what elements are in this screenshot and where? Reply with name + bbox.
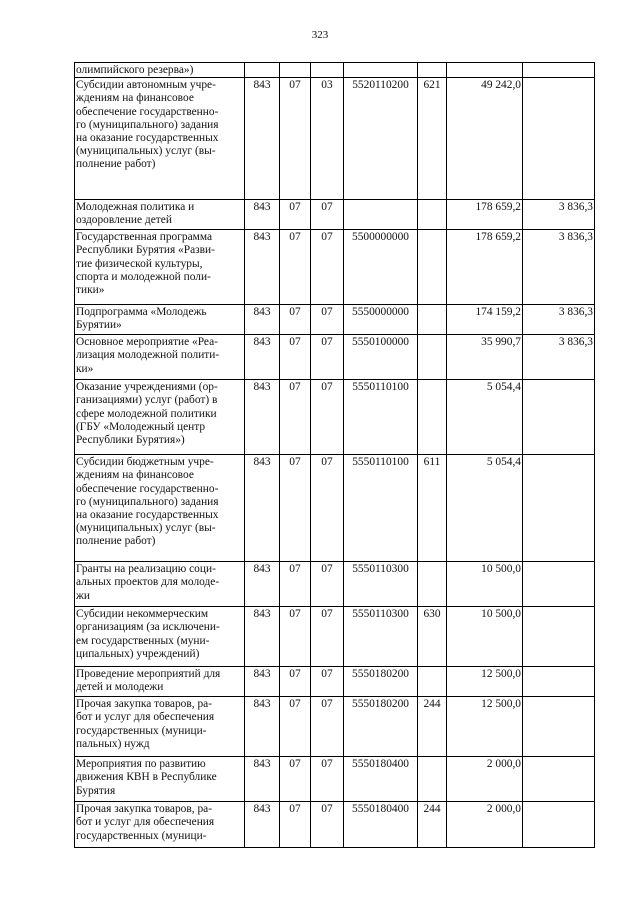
amount-cell: 178 659,2 [447,200,523,230]
ministry-code-cell [245,63,280,78]
federal-amount-cell [523,78,595,200]
target-article-cell: 5550000000 [344,305,418,335]
item-name-cell: Прочая закупка товаров, ра- бот и услуг для обеспечения государственных (муници- [75,802,245,848]
ministry-code-cell: 843 [245,78,280,200]
table-row [75,305,595,335]
target-article-cell: 5550100000 [344,335,418,380]
subsection-code-cell: 07 [311,455,344,562]
amount-cell: 12 500,0 [447,697,523,757]
page-number: 323 [311,29,329,41]
subsection-code-cell: 07 [311,607,344,667]
expense-type-cell: 621 [418,78,447,200]
subsection-code-cell: 07 [311,757,344,802]
target-article-cell: 5550180400 [344,757,418,802]
section-code-cell: 07 [280,78,311,200]
amount-cell: 2 000,0 [447,802,523,848]
section-code-cell: 07 [280,305,311,335]
federal-amount-cell [523,802,595,848]
table-row [75,802,595,848]
ministry-code-cell: 843 [245,607,280,667]
federal-amount-cell: 3 836,3 [523,305,595,335]
item-name-cell: Субсидии автономным учре- ждениям на финансовое обеспечение государственно- го (муниципального) задания на оказание государственных (муниципальных) услуг (вы- полнение работ) [75,78,245,200]
expense-type-cell [418,667,447,697]
amount-cell: 10 500,0 [447,607,523,667]
ministry-code-cell: 843 [245,757,280,802]
expense-type-cell [418,63,447,78]
ministry-code-cell: 843 [245,455,280,562]
expense-type-cell [418,305,447,335]
federal-amount-cell [523,607,595,667]
item-name-cell: Оказание учреждениями (ор- ганизациями) услуг (работ) в сфере молодежной политики (ГБУ «Молодежный центр Республики Бурятия») [75,380,245,455]
item-name-cell: олимпийского резерва») [75,63,245,78]
section-code-cell: 07 [280,697,311,757]
target-article-cell: 5550110100 [344,455,418,562]
target-article-cell: 5550110300 [344,562,418,607]
expense-type-cell [418,200,447,230]
table-row [75,697,595,757]
expense-type-cell [418,562,447,607]
amount-cell: 5 054,4 [447,380,523,455]
subsection-code-cell: 07 [311,667,344,697]
item-name-cell: Субсидии бюджетным учре- ждениям на финансовое обеспечение государственно- го (муниципального) задания на оказание государственных (муниципальных) услуг (вы- полнение работ) [75,455,245,562]
table-row [75,335,595,380]
expense-type-cell: 244 [418,697,447,757]
federal-amount-cell [523,562,595,607]
amount-cell: 10 500,0 [447,562,523,607]
section-code-cell: 07 [280,335,311,380]
amount-cell: 49 242,0 [447,78,523,200]
ministry-code-cell: 843 [245,380,280,455]
ministry-code-cell: 843 [245,802,280,848]
table-row [75,607,595,667]
target-article-cell: 5550180200 [344,667,418,697]
table-row [75,63,595,78]
expense-type-cell [418,230,447,305]
amount-cell: 5 054,4 [447,455,523,562]
section-code-cell: 07 [280,380,311,455]
item-name-cell: Основное мероприятие «Реа- лизация молодежной полити- ки» [75,335,245,380]
ministry-code-cell: 843 [245,562,280,607]
table-row [75,230,595,305]
table-row [75,200,595,230]
subsection-code-cell: 07 [311,230,344,305]
federal-amount-cell [523,697,595,757]
subsection-code-cell [311,63,344,78]
section-code-cell: 07 [280,455,311,562]
section-code-cell: 07 [280,607,311,667]
target-article-cell: 5520110200 [344,78,418,200]
ministry-code-cell: 843 [245,667,280,697]
subsection-code-cell: 07 [311,380,344,455]
expense-type-cell [418,380,447,455]
item-name-cell: Молодежная политика и оздоровление детей [75,200,245,230]
subsection-code-cell: 07 [311,562,344,607]
expense-type-cell [418,335,447,380]
target-article-cell [344,63,418,78]
target-article-cell [344,200,418,230]
ministry-code-cell: 843 [245,200,280,230]
table-row [75,757,595,802]
item-name-cell: Субсидии некоммерческим организациям (за исключени- ем государственных (муни- ципальных) учреждений) [75,607,245,667]
table-row [75,455,595,562]
section-code-cell: 07 [280,757,311,802]
item-name-cell: Государственная программа Республики Бурятия «Разви- тие физической культуры, спорта и молодежной поли- тики» [75,230,245,305]
federal-amount-cell [523,380,595,455]
expense-type-cell: 630 [418,607,447,667]
ministry-code-cell: 843 [245,697,280,757]
federal-amount-cell [523,667,595,697]
amount-cell: 2 000,0 [447,757,523,802]
ministry-code-cell: 843 [245,230,280,305]
amount-cell: 178 659,2 [447,230,523,305]
target-article-cell: 5500000000 [344,230,418,305]
subsection-code-cell: 07 [311,802,344,848]
subsection-code-cell: 07 [311,697,344,757]
federal-amount-cell: 3 836,3 [523,230,595,305]
table-row [75,380,595,455]
subsection-code-cell: 03 [311,78,344,200]
budget-table [74,62,595,848]
subsection-code-cell: 07 [311,200,344,230]
subsection-code-cell: 07 [311,305,344,335]
target-article-cell: 5550110300 [344,607,418,667]
federal-amount-cell [523,63,595,78]
target-article-cell: 5550180400 [344,802,418,848]
ministry-code-cell: 843 [245,305,280,335]
ministry-code-cell: 843 [245,335,280,380]
section-code-cell: 07 [280,200,311,230]
federal-amount-cell [523,455,595,562]
section-code-cell: 07 [280,230,311,305]
expense-type-cell: 611 [418,455,447,562]
item-name-cell: Подпрограмма «Молодежь Бурятии» [75,305,245,335]
table-body [75,63,595,848]
section-code-cell: 07 [280,802,311,848]
federal-amount-cell [523,757,595,802]
amount-cell: 174 159,2 [447,305,523,335]
item-name-cell: Проведение мероприятий для детей и молодежи [75,667,245,697]
amount-cell [447,63,523,78]
section-code-cell [280,63,311,78]
item-name-cell: Прочая закупка товаров, ра- бот и услуг для обеспечения государственных (муници- пальных) нужд [75,697,245,757]
item-name-cell: Гранты на реализацию соци- альных проектов для молоде- жи [75,562,245,607]
expense-type-cell [418,757,447,802]
item-name-cell: Мероприятия по развитию движения КВН в Республике Бурятия [75,757,245,802]
amount-cell: 12 500,0 [447,667,523,697]
target-article-cell: 5550110100 [344,380,418,455]
table-row [75,78,595,200]
table-row [75,562,595,607]
table-row [75,667,595,697]
federal-amount-cell: 3 836,3 [523,200,595,230]
amount-cell: 35 990,7 [447,335,523,380]
section-code-cell: 07 [280,667,311,697]
section-code-cell: 07 [280,562,311,607]
expense-type-cell: 244 [418,802,447,848]
subsection-code-cell: 07 [311,335,344,380]
federal-amount-cell: 3 836,3 [523,335,595,380]
target-article-cell: 5550180200 [344,697,418,757]
